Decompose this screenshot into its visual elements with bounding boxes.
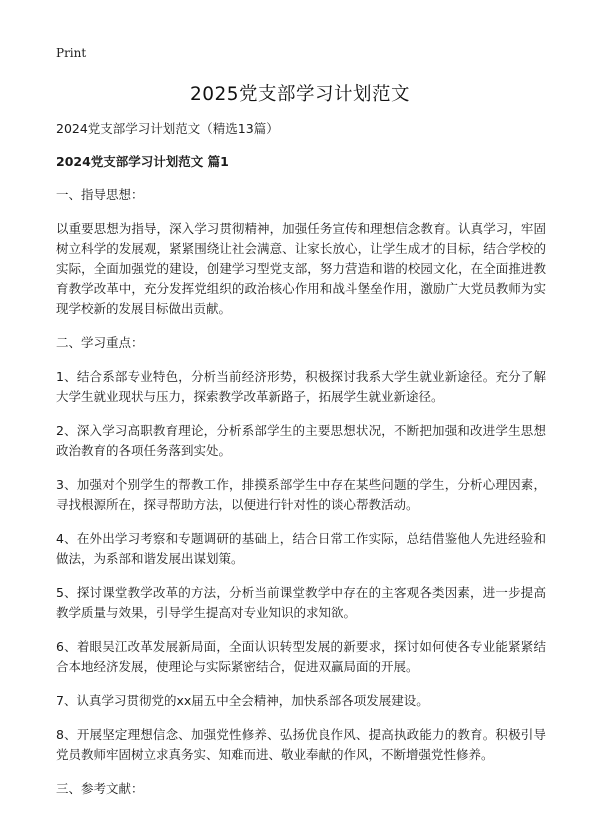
study-item-3: 3、加强对个别学生的帮教工作，排摸系部学生中存在某些问题的学生，分析心理因素，寻找根源所在，探寻帮助方法，以便进行针对性的谈心帮教活动。 [56, 477, 546, 512]
section-heading-references: 三、参考文献： [56, 781, 144, 796]
section-heading-guiding-ideology: 一、指导思想： [56, 187, 144, 202]
study-item-5: 5、探讨课堂教学改革的方法，分析当前课堂教学中存在的主客观各类因素，进一步提高教学质量与效果，引导学生提高对专业知识的求知欲。 [56, 585, 546, 620]
study-item-1: 1、结合系部专业特色，分析当前经济形势，积极探讨我系大学生就业新途径。充分了解大学生就业现状与压力，探索教学改革新路子，拓展学生就业新途径。 [56, 369, 546, 404]
article-heading: 2024党支部学习计划范文 篇1 [56, 154, 229, 169]
study-item-8: 8、开展坚定理想信念、加强党性修养、弘扬优良作风、提高执政能力的教育。积极引导党员教师牢固树立求真务实、知难而进、敬业奉献的作风，不断增强党性修养。 [56, 727, 546, 762]
print-link[interactable]: Print [56, 46, 87, 60]
document-title: 2025党支部学习计划范文 [189, 84, 411, 105]
study-item-6: 6、着眼吴江改革发展新局面，全面认识转型发展的新要求，探讨如何使各专业能紧紧结合本地经济发展，使理论与实际紧密结合，促进双赢局面的开展。 [56, 639, 546, 674]
study-item-7: 7、认真学习贯彻党的xx届五中全会精神，加快系部各项发展建设。 [56, 693, 429, 708]
document-body [56, 120, 546, 812]
section-heading-study-focus: 二、学习重点： [56, 335, 144, 350]
study-item-4: 4、在外出学习考察和专题调研的基础上，结合日常工作实际，总结借鉴他人先进经验和做法，为系部和谐发展出谋划策。 [56, 531, 546, 566]
paragraph-guiding-ideology: 以重要思想为指导，深入学习贯彻精神，加强任务宣传和理想信念教育。认真学习，牢固树立科学的发展观，紧紧围绕让社会满意、让家长放心，让学生成才的目标，结合学校的实际，全面加强党的建设，创建学习型党支部，努力营造和谐的校园文化，在全面推进教育教学改革中，充分发挥党组织的政治核心作用和战斗堡垒作用，激励广大党员教师为实现学校新的发展目标做出贡献。 [56, 221, 546, 316]
study-item-2: 2、深入学习高职教育理论，分析系部学生的主要思想状况，不断把加强和改进学生思想政治教育的各项任务落到实处。 [56, 423, 546, 458]
document-subtitle: 2024党支部学习计划范文（精选13篇） [56, 121, 279, 136]
